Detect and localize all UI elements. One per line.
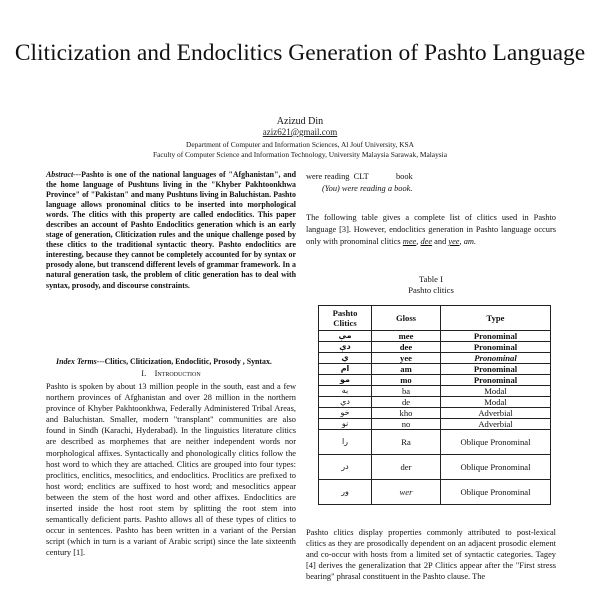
clitic-mee: mee — [402, 237, 417, 246]
cell-type: Pronominal — [441, 375, 551, 386]
cell-pashto: ي — [319, 353, 372, 364]
index-terms — [46, 357, 296, 367]
example-word-1: were reading — [306, 172, 350, 181]
and-word: and — [434, 237, 447, 246]
clitic-dee: dee — [420, 237, 433, 246]
abstract — [46, 170, 296, 291]
example-word-2: CLT — [353, 172, 369, 181]
cell-type: Adverbial — [441, 419, 551, 430]
cell-pashto: در — [319, 455, 372, 480]
cell-gloss: mo — [372, 375, 441, 386]
header-pashto: Pashto Clitics — [319, 306, 372, 331]
introduction-text: Pashto is spoken by about 13 million people in the south, east and a few northern provinces of Afghanistan and over 28 million in the northern province of Khyber Pakhtoonkhwa, Federally Administered Tribal Areas, and Baluchistan. Smaller, modern "transplant" communities are also found in Sindh (Karachi, Hyderabad). In the linguistics literature clitics are described as morphemes that are neither independent words nor morphological affixes. Syntactically and phonologically clitics follow the host word to which they are attached. Clitics are grouped into four types: proclitics, enclitics, mesoclitics, and endoclitics. Proclitics are prefixed to host word; enclitics are suffixed to host word; and mesoclitics appear between the stem of the host word and other affixes. Endoclitics are inserted inside the host root stem by splitting the root stem into semantically deficient parts. Pashto allows all of these types of clitics to occur in sentences. Pashto has been written in a variant of the Persian script (which in turn is a variant of Arabic script) since the late sixteenth century [1]. — [46, 382, 296, 558]
author-email[interactable]: aziz621@gmail.com — [262, 127, 338, 137]
cell-gloss: Ra — [372, 430, 441, 455]
author-name: Azizud Din — [276, 116, 324, 127]
cell-type: Modal — [441, 386, 551, 397]
cell-gloss: mee — [372, 331, 441, 342]
cell-pashto: نو — [319, 419, 372, 430]
paragraph-1: The following table gives a complete list of clitics used in Pashto language [3]. However, endoclitics generation in Pashto language occurs only with pronominal clitics mee, dee and yee, am. — [306, 213, 556, 246]
paper-title: Cliticization and Endoclitics Generation of Pashto Language — [14, 40, 586, 66]
example-line-2: (You) were reading a book. — [322, 184, 413, 193]
cell-type: Oblique Pronominal — [441, 430, 551, 455]
table-row — [319, 353, 551, 364]
section-heading — [46, 369, 296, 378]
cell-type: Oblique Pronominal — [441, 480, 551, 505]
clitic-am: am. — [463, 237, 477, 246]
cell-pashto: خو — [319, 408, 372, 419]
cell-gloss: yee — [372, 353, 441, 364]
affiliation-1: Department of Computer and Information Sciences, Al Jouf University, KSA — [186, 140, 414, 149]
table-caption: Table I — [419, 274, 443, 284]
cell-type: Modal — [441, 397, 551, 408]
cell-pashto: ام — [319, 364, 372, 375]
paragraph-1-text: The following table gives a complete list of clitics used in Pashto language [3]. However, endoclitics generation in Pashto language occurs only with pronominal clitics — [306, 213, 556, 246]
cell-pashto: مې — [319, 331, 372, 342]
table-row — [319, 386, 551, 397]
abstract-text: Pashto is one of the national languages of "Afghanistan", and the home language of Pushtuns living in the "Khyber Pakhtoonkhwa Province" of "Pakistan" and many Pushtuns living in Baluchistan. Pashto language allows pronominal clitics to be inserted into morphological words. The clitics with this property are called endoclitics. This paper describes an account of Pashto Endoclitics generation which is an early stage of generation, Cliticization rules and the unique challenge posed by these clitics to the traditional syntactic theory. Pashto endoclitics are interesting, because they cannot be completely accounted for by syntax or prosody alone, but transcend different levels of grammar framework. In a natural generation task, the problem of clitic generation has to deal with syntax, prosody, and discourse constraints. — [46, 170, 296, 290]
table-row — [319, 419, 551, 430]
cell-type: Oblique Pronominal — [441, 455, 551, 480]
cell-gloss: wer — [372, 480, 441, 505]
cell-type: Pronominal — [441, 353, 551, 364]
cell-pashto: را — [319, 430, 372, 455]
clitic-yee: yee — [448, 237, 460, 246]
table-row — [319, 331, 551, 342]
example-word-3: book — [395, 172, 413, 181]
paragraph-2: Pashto clitics display properties commonly attributed to post-lexical clitics as they are prosodically dependent on an adjacent prosodic element and co-occur with hosts from a limited set of syntactic categories. Tagey [4] derives the generalization that 2P Clitics appear after the "First stress bearing" phrasal constituent in the Pashto clause. The — [306, 528, 556, 582]
example-line-1 — [306, 172, 556, 183]
cell-gloss: kho — [372, 408, 441, 419]
table-subcaption: Pashto clitics — [408, 285, 454, 295]
index-terms-text: Clitics, Cliticization, Endoclitic, Prosody , Syntax. — [104, 357, 272, 366]
table-row — [319, 364, 551, 375]
cell-gloss: dee — [372, 342, 441, 353]
table-row — [319, 408, 551, 419]
cell-gloss: ba — [372, 386, 441, 397]
cell-pashto: ور — [319, 480, 372, 505]
cell-type: Adverbial — [441, 408, 551, 419]
cell-type: Pronominal — [441, 364, 551, 375]
table-row — [319, 342, 551, 353]
section-number: I. — [141, 369, 147, 378]
cell-type: Pronominal — [441, 331, 551, 342]
table-row — [319, 480, 551, 505]
table-row — [319, 397, 551, 408]
cell-pashto: مو — [319, 375, 372, 386]
index-terms-label: Index Terms--- — [56, 357, 105, 366]
table-header-row — [319, 306, 551, 331]
table-row — [319, 375, 551, 386]
abstract-label: Abstract--- — [46, 170, 82, 179]
clitics-table — [318, 305, 551, 505]
cell-gloss: de — [372, 397, 441, 408]
affiliation-2: Faculty of Computer Science and Information Technology, University Malaysia Sarawak, Malaysia — [152, 150, 447, 159]
table-row — [319, 430, 551, 455]
cell-gloss: der — [372, 455, 441, 480]
cell-pashto: دي — [319, 397, 372, 408]
cell-pashto: دې — [319, 342, 372, 353]
cell-gloss: am — [372, 364, 441, 375]
cell-type: Pronominal — [441, 342, 551, 353]
cell-gloss: no — [372, 419, 441, 430]
clitics-table-wrapper — [318, 305, 551, 505]
section-title: Introduction — [154, 369, 201, 378]
table-row — [319, 455, 551, 480]
cell-pashto: به — [319, 386, 372, 397]
header-type: Type — [441, 306, 551, 331]
header-gloss: Gloss — [372, 306, 441, 331]
